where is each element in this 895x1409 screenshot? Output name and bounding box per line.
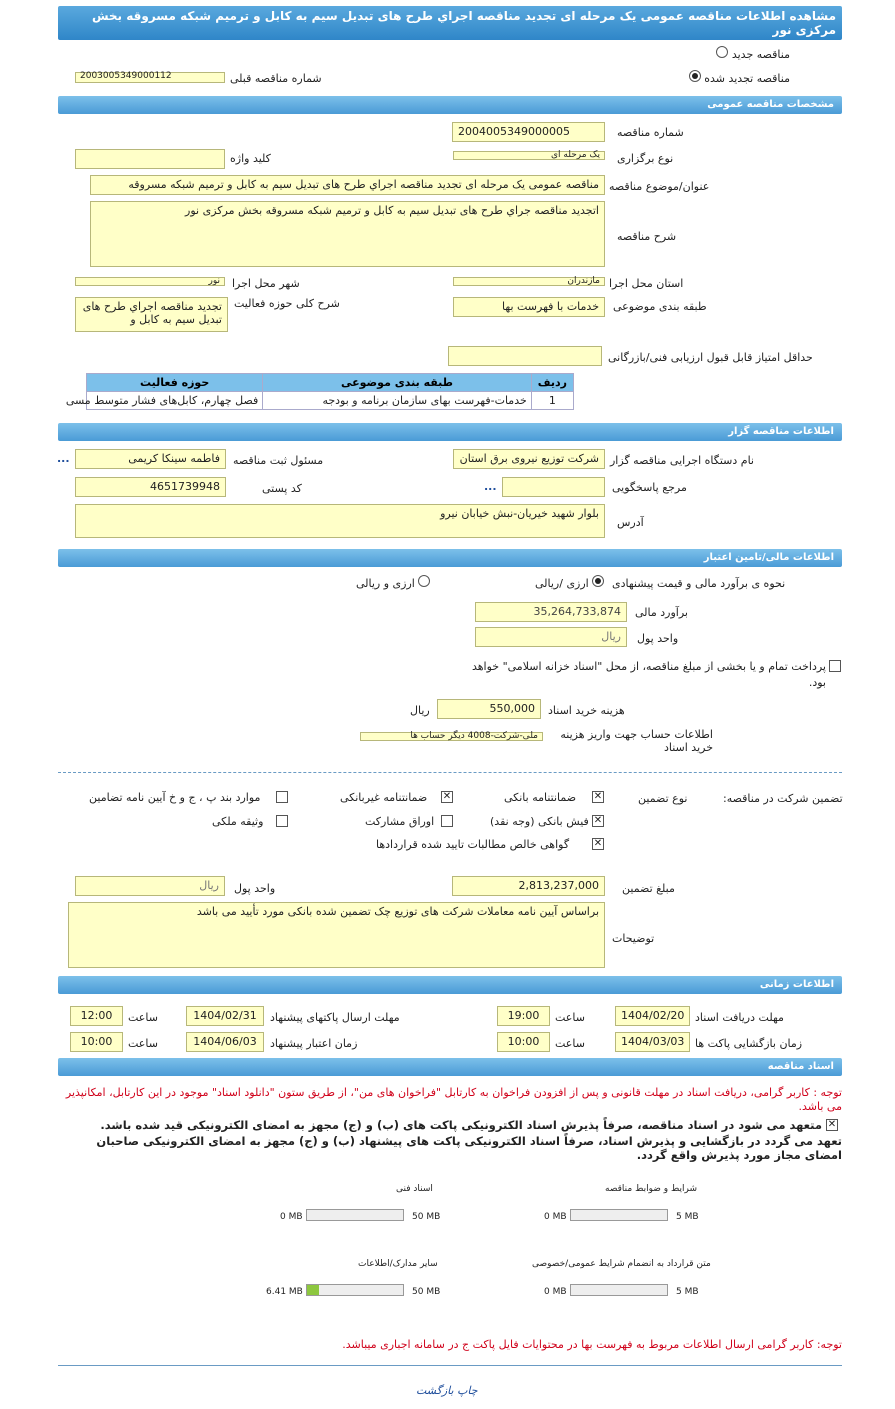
g-bonds-label: اوراق مشارکت [365, 815, 435, 828]
doc-item-tech-progress [306, 1209, 404, 1221]
opening-time[interactable]: 10:00 [497, 1032, 550, 1052]
currency-label: واحد پول [637, 632, 679, 645]
validity-label: زمان اعتبار پیشنهاد [270, 1037, 358, 1050]
notes-label: توضیحات [612, 932, 655, 945]
type-select[interactable]: یک مرحله ای [453, 151, 605, 160]
new-tender-radio[interactable] [716, 46, 728, 58]
category-label: طبقه بندی موضوعی [613, 300, 707, 313]
min-score-label: حداقل امتیاز قابل قبول ارزیابی فنی/بازرگانی [608, 351, 813, 364]
estimate-label: برآورد مالی [635, 606, 688, 619]
footer-links [416, 1384, 478, 1397]
doc-item-tech-max: 50 MB [412, 1212, 441, 1222]
g-property-label: وثیقه ملکی [212, 815, 264, 828]
g-bank-option[interactable] [504, 791, 576, 804]
city-select[interactable]: نور [75, 277, 225, 286]
commit-2-text: تعهد می گردد در بازگشایی و پذیرش اسناد، صرفاً اسناد الکترونیکی پاکت های پیشنهاد (ب) و (ج) مجهز به امضای الکترونیکی صاحبان امضای مجاز مورد پذیرش واقع گردد. [96, 1134, 842, 1162]
activity-table [65, 373, 574, 410]
send-deadline-label: مهلت ارسال پاکتهای پیشنهاد [270, 1011, 400, 1024]
registrar-field[interactable]: فاطمه سینکا کریمی [75, 449, 226, 469]
category-field[interactable]: خدمات با فهرست بها [453, 297, 605, 317]
documents-notice: توجه : کاربر گرامی، دریافت اسناد در مهلت قانونی و پس از افزودن فراخوان به کارتابل "فراخوان های من"، از طریق ستون "دانلود اسناد" موجود در این کارتابل، امکانپذیر می باشد. [65, 1086, 842, 1113]
doc-fee-label: هزینه خرید اسناد [548, 704, 625, 717]
cell-category: خدمات-فهرست بهای سازمان برنامه و بودجه [263, 392, 532, 410]
progress-fill [307, 1285, 319, 1295]
city-label: شهر محل اجرا [232, 277, 300, 290]
currency-field[interactable]: ریال [475, 627, 627, 647]
commit-1-text: متعهد می شود در اسناد مناقصه، صرفاً پذیرش اسناد الکترونیکی پاکت های (ب) و (ج) مجهز به امضای الکترونیکی قید شده باشد. [100, 1118, 822, 1132]
doc-item-contract-progress [570, 1284, 668, 1296]
back-link[interactable]: بازگشت [416, 1384, 454, 1397]
doc-item-tech-label: اسناد فنی [396, 1184, 433, 1194]
cell-activity: فصل چهارم، کابل‌های فشار متوسط مسی [87, 392, 263, 410]
col-activity-header: حوزه فعالیت [87, 374, 263, 392]
timing-section-header: اطلاعات زمانی [58, 976, 842, 994]
doc-item-terms-label: شرایط و ضوابط مناقصه [605, 1184, 698, 1194]
table-row [87, 392, 574, 410]
doc-item-terms-max: 5 MB [676, 1212, 699, 1222]
receive-deadline-label: مهلت دریافت اسناد [695, 1011, 784, 1024]
g-bank-label: ضمانتنامه بانکی [504, 791, 577, 804]
guarantee-amount-field[interactable]: 2,813,237,000 [452, 876, 605, 896]
doc-item-contract-max: 5 MB [676, 1287, 699, 1297]
method-rial-radio[interactable] [592, 575, 604, 587]
doc-fee-field[interactable]: 550,000 [437, 699, 541, 719]
address-field[interactable]: بلوار شهید خیریان-نبش خیابان نیرو [75, 504, 605, 538]
commit-1-checkbox[interactable]: ✕ [827, 1119, 837, 1130]
doc-item-other-label: سایر مدارک/اطلاعات [358, 1259, 438, 1269]
new-tender-label: مناقصه جدید [731, 48, 790, 61]
type-label: نوع برگزاری [617, 152, 674, 165]
g-other-checkbox[interactable] [276, 791, 288, 803]
organizer-section-header: اطلاعات مناقصه گزار [58, 423, 842, 441]
send-deadline-date[interactable]: 1404/02/31 [186, 1006, 264, 1026]
method-label: نحوه ی برآورد مالی و قیمت پیشنهادی [612, 577, 786, 590]
doc-item-other-max: 50 MB [412, 1287, 441, 1297]
org-label: نام دستگاه اجرایی مناقصه گزار [610, 454, 754, 467]
province-select[interactable]: مازندران [453, 277, 605, 286]
previous-number-label: شماره مناقصه قبلی [230, 72, 322, 85]
org-field[interactable]: شرکت توزیع نیروی برق استان [453, 449, 605, 469]
method-fx-radio[interactable] [418, 575, 430, 587]
treasury-checkbox[interactable] [829, 660, 841, 672]
validity-time-label: ساعت [128, 1037, 158, 1050]
footer-divider [58, 1365, 842, 1366]
account-select[interactable]: ملی-شرکت-4008 دیگر حساب ها [360, 732, 543, 741]
doc-item-other-progress [306, 1284, 404, 1296]
g-nonbank-label: ضمانتنامه غیربانکی [340, 791, 428, 804]
g-bonds-checkbox[interactable] [441, 815, 453, 827]
guarantee-currency-label: واحد پول [234, 882, 276, 895]
renewed-tender-option[interactable] [689, 70, 790, 85]
ref-more-link[interactable]: ... [484, 480, 497, 493]
guarantee-label: تضمین شرکت در مناقصه: [723, 792, 843, 805]
opening-label: زمان بازگشایی پاکت ها [695, 1037, 803, 1050]
col-row-header: ردیف [531, 374, 573, 392]
postal-label: کد پستی [262, 482, 302, 495]
validity-time[interactable]: 10:00 [70, 1032, 123, 1052]
desc-field[interactable]: اتجدید مناقصه جراي طرح های تبدیل سیم به کابل و ترمیم شبکه مسروقه بخش مرکزی نور [90, 201, 605, 267]
divider [58, 772, 842, 773]
receive-deadline-date[interactable]: 1404/02/20 [615, 1006, 690, 1026]
opening-date[interactable]: 1404/03/03 [615, 1032, 690, 1052]
account-label: اطلاعات حساب جهت واریز هزینه خرید اسناد [560, 728, 713, 754]
table-header-row [87, 374, 574, 392]
treasury-text: پرداخت تمام و یا بخشی از مبلغ مناقصه، از محل "اسناد خزانه اسلامی" خواهد بود. [471, 660, 826, 689]
method-rial-label: ارزی /ریالی [535, 577, 589, 590]
opening-time-label: ساعت [555, 1037, 585, 1050]
method-fx-option[interactable] [356, 575, 430, 590]
notes-field[interactable]: براساس آیین نامه معاملات شرکت های توزیع چک تضمین شده بانکی مورد تأیید می باشد [68, 902, 605, 968]
doc-item-other-min: 6.41 MB [266, 1287, 303, 1297]
estimate-field[interactable]: 35,264,733,874 [475, 602, 627, 622]
subject-field[interactable]: مناقصه عمومی یک مرحله ای تجدید مناقصه اجراي طرح های تبدیل سیم به کابل و ترمیم شبکه مسروقه [90, 175, 605, 195]
validity-date[interactable]: 1404/06/03 [186, 1032, 264, 1052]
g-nonbank-checkbox[interactable]: ✕ [442, 791, 452, 802]
postal-field[interactable]: 4651739948 [75, 477, 226, 497]
g-slip-checkbox[interactable]: ✕ [593, 815, 603, 826]
number-label: شماره مناقصه [617, 126, 684, 139]
doc-item-contract-label: متن قرارداد به انضمام شرایط عمومی/خصوصی [532, 1259, 711, 1269]
doc-item-contract-min: 0 MB [544, 1287, 567, 1297]
subject-label: عنوان/موضوع مناقصه [609, 180, 710, 193]
activity-field[interactable]: تجدید مناقصه اجراي طرح های تبدیل سیم به کابل و [75, 297, 228, 332]
doc-item-tech-min: 0 MB [280, 1212, 303, 1222]
footer-notice: توجه: کاربر گرامی ارسال اطلاعات مربوط به فهرست بها در محتوایات فایل پاکت ج در سامانه اجباری میباشد. [342, 1338, 842, 1351]
min-score-field[interactable] [448, 346, 602, 366]
general-section-header: مشخصات مناقصه عمومی [58, 96, 842, 114]
documents-section-header: اسناد مناقصه [58, 1058, 842, 1076]
g-claims-checkbox[interactable]: ✕ [593, 838, 603, 849]
receive-deadline-time[interactable]: 19:00 [497, 1006, 550, 1026]
guarantee-currency-field[interactable]: ریال [75, 876, 225, 896]
registrar-label: مسئول ثبت مناقصه [233, 454, 324, 467]
renewed-tender-label: مناقصه تجدید شده [704, 72, 790, 85]
g-bank-checkbox[interactable]: ✕ [593, 791, 603, 802]
doc-fee-unit: ریال [410, 704, 430, 717]
province-label: استان محل اجرا [609, 277, 684, 290]
previous-number-field[interactable]: 2003005349000112 [75, 72, 225, 83]
g-property-checkbox[interactable] [276, 815, 288, 827]
g-other-label: موارد بند پ ، ج و خ آیین نامه تضامین [89, 791, 261, 804]
method-rial-option[interactable] [535, 575, 604, 590]
guarantee-type-label: نوع تضمین [638, 792, 688, 805]
page-title: مشاهده اطلاعات مناقصه عمومی یک مرحله ای تجدید مناقصه اجراي طرح های تبدیل سیم به کابل و ترمیم شبکه مسروقه بخش مرکزی نور [58, 6, 842, 40]
renewed-tender-radio[interactable] [689, 70, 701, 82]
g-slip-label: فیش بانکی (وجه نقد) [490, 815, 589, 828]
registrar-more-link[interactable]: ... [57, 452, 70, 465]
col-category-header: طبقه بندی موضوعی [263, 374, 532, 392]
ref-label: مرجع پاسخگویی [612, 481, 687, 494]
activity-label: شرح کلی حوزه فعالیت [234, 297, 340, 310]
finance-section-header: اطلاعات مالی/تامین اعتبار [58, 549, 842, 567]
address-label: آدرس [617, 516, 644, 529]
cell-row: 1 [531, 392, 573, 410]
keyword-field[interactable] [75, 149, 225, 169]
method-fx-label: ارزی و ریالی [356, 577, 415, 590]
number-field[interactable]: 2004005349000005 [452, 122, 605, 142]
send-time-label: ساعت [128, 1011, 158, 1024]
send-deadline-time[interactable]: 12:00 [70, 1006, 123, 1026]
desc-label: شرح مناقصه [617, 230, 677, 243]
guarantee-amount-label: مبلغ تضمین [622, 882, 675, 895]
print-link[interactable]: چاپ [457, 1384, 478, 1397]
keyword-label: کلید واژه [230, 152, 271, 165]
doc-item-terms-progress [570, 1209, 668, 1221]
doc-item-terms-min: 0 MB [544, 1212, 567, 1222]
ref-field[interactable] [502, 477, 605, 497]
g-claims-label: گواهی خالص مطالبات تایید شده قراردادها [376, 838, 570, 851]
receive-time-label: ساعت [555, 1011, 585, 1024]
new-tender-option[interactable] [716, 46, 790, 61]
